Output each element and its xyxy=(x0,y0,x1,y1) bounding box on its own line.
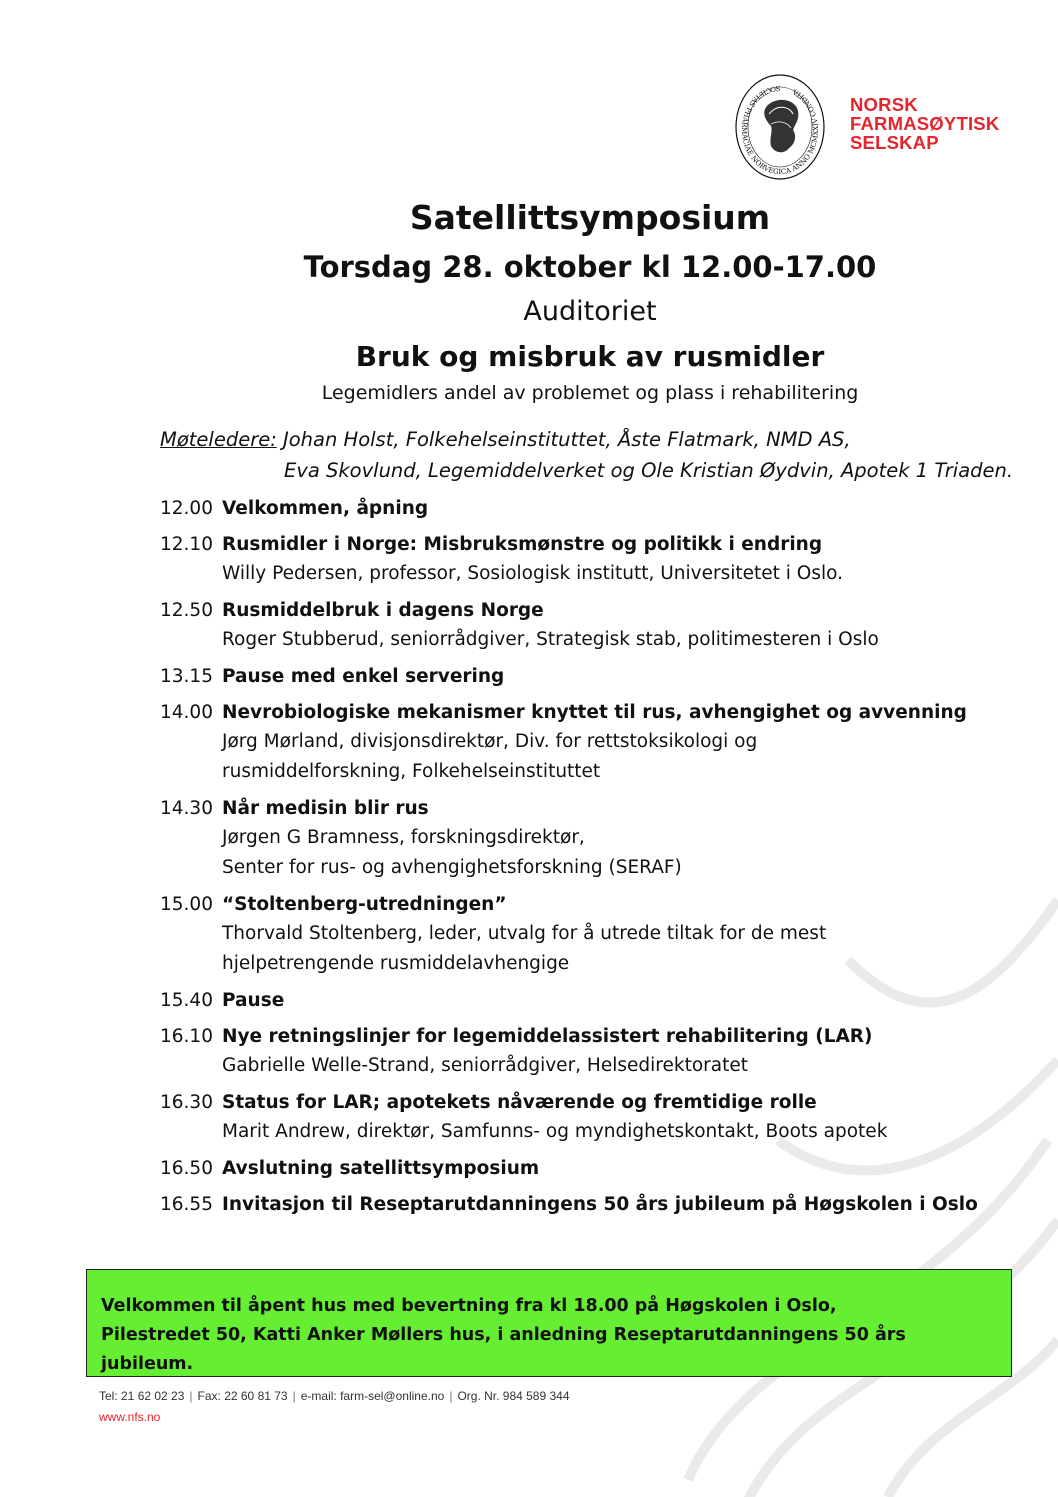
program-item-speaker: hjelpetrengende rusmiddelavhengige xyxy=(222,953,570,974)
program-item-content xyxy=(222,1022,1040,1081)
footer-org-nr: Org. Nr. 984 589 344 xyxy=(457,1389,570,1403)
program-item-content xyxy=(222,794,1040,883)
program-item xyxy=(160,794,1040,883)
program-item xyxy=(160,530,1040,589)
invitation-line-1: Velkommen til åpent hus med bevertning fra kl 18.00 på Høgskolen i Oslo, xyxy=(101,1296,837,1316)
program-item-time: 12.10 xyxy=(160,534,213,555)
program-item-content xyxy=(222,530,1040,589)
program-item-speaker: Jørgen G Bramness, forskningsdirektør, xyxy=(222,827,585,848)
program-item-time: 12.00 xyxy=(160,498,213,519)
program-item-title: Status for LAR; apotekets nåværende og fremtidige rolle xyxy=(222,1092,817,1113)
program-item-content xyxy=(222,698,1040,787)
program-item xyxy=(160,596,1040,655)
program-item xyxy=(160,1088,1040,1147)
program-item-speaker: Marit Andrew, direktør, Samfunns- og myndighetskontakt, Boots apotek xyxy=(222,1121,888,1142)
chairs-section xyxy=(160,424,1040,486)
program-item-title: Invitasjon til Reseptarutdanningens 50 års jubileum på Høgskolen i Oslo xyxy=(222,1194,978,1215)
event-subtheme: Legemidlers andel av problemet og plass i rehabilitering xyxy=(321,382,859,404)
footer-separator: | xyxy=(449,1389,453,1403)
program-item-title: Pause xyxy=(222,990,285,1011)
program-item-time: 16.55 xyxy=(160,1194,213,1215)
program-list xyxy=(160,494,1040,1226)
program-item-content xyxy=(222,596,1040,655)
program-item-time: 16.10 xyxy=(160,1026,213,1047)
program-item-content xyxy=(222,662,1040,691)
program-item-speaker: Willy Pedersen, professor, Sosiologisk institutt, Universitetet i Oslo. xyxy=(222,563,844,584)
chairs-line-2: Eva Skovlund, Legemiddelverket og Ole Kristian Øydvin, Apotek 1 Triaden. xyxy=(284,459,1014,482)
program-item-content xyxy=(222,494,1040,523)
program-item-title: Nevrobiologiske mekanismer knyttet til rus, avhengighet og avvenning xyxy=(222,702,967,723)
program-item-time: 12.50 xyxy=(160,600,213,621)
invitation-line-3: jubileum. xyxy=(101,1354,194,1374)
program-item-speaker: Jørg Mørland, divisjonsdirektør, Div. for rettstoksikologi og xyxy=(222,731,758,752)
program-item-title: Avslutning satellittsymposium xyxy=(222,1158,540,1179)
program-item-title: Velkommen, åpning xyxy=(222,498,429,519)
program-item-speaker: Thorvald Stoltenberg, leder, utvalg for å utrede tiltak for de mest xyxy=(222,923,827,944)
program-item-content xyxy=(222,1088,1040,1147)
program-item xyxy=(160,662,1040,691)
program-item xyxy=(160,494,1040,523)
program-item-speaker: Senter for rus- og avhengighetsforskning (SERAF) xyxy=(222,857,682,878)
org-name xyxy=(850,95,1055,152)
chairs-names-1: Johan Holst, Folkehelseinstituttet, Åste Flatmark, NMD AS, xyxy=(276,428,851,451)
program-item-speaker: rusmiddelforskning, Folkehelseinstituttet xyxy=(222,761,601,782)
program-item-title: Nye retningslinjer for legemiddelassistert rehabilitering (LAR) xyxy=(222,1026,873,1047)
org-name-line-2: FARMASØYTISK xyxy=(850,113,1000,134)
program-item xyxy=(160,890,1040,979)
event-title: Satellittsymposium xyxy=(409,198,771,237)
program-item-time: 16.30 xyxy=(160,1092,213,1113)
program-item-content xyxy=(222,890,1040,979)
program-item-title: Rusmidler i Norge: Misbruksmønstre og politikk i endring xyxy=(222,534,823,555)
program-item-title: Pause med enkel servering xyxy=(222,666,505,687)
seal-emblem xyxy=(735,74,825,180)
footer-fax: Fax: 22 60 81 73 xyxy=(197,1389,288,1403)
program-item-time: 14.00 xyxy=(160,702,213,723)
program-item-time: 14.30 xyxy=(160,798,213,819)
footer-email[interactable]: e-mail: farm-sel@online.no xyxy=(300,1389,445,1403)
program-item-time: 15.40 xyxy=(160,990,213,1011)
org-name-line-1: NORSK xyxy=(850,94,918,115)
program-item xyxy=(160,986,1040,1015)
program-item-time: 15.00 xyxy=(160,894,213,915)
program-item xyxy=(160,1022,1040,1081)
footer-separator: | xyxy=(189,1389,193,1403)
footer-website-link[interactable]: www.nfs.no xyxy=(99,1410,161,1424)
chairs-label: Møteledere: xyxy=(160,428,277,451)
program-item-title: “Stoltenberg-utredningen” xyxy=(222,894,507,915)
program-item xyxy=(160,1190,1040,1219)
program-item xyxy=(160,1154,1040,1183)
invitation-line-2: Pilestredet 50, Katti Anker Møllers hus, i anledning Reseptarutdanningens 50 års xyxy=(101,1325,906,1345)
program-item xyxy=(160,698,1040,787)
event-venue: Auditoriet xyxy=(523,296,657,327)
invitation-box xyxy=(86,1269,1012,1377)
org-name-line-3: SELSKAP xyxy=(850,132,939,153)
footer-contact xyxy=(99,1389,570,1403)
program-item-content xyxy=(222,1190,1040,1219)
org-logo xyxy=(735,74,825,184)
program-item-title: Når medisin blir rus xyxy=(222,798,429,819)
program-item-title: Rusmiddelbruk i dagens Norge xyxy=(222,600,544,621)
seal-text: SOCIETAS PHARMACIAE NORVEGICA ANNO MCMXXIV CONDITA xyxy=(740,83,821,177)
chairs-line-1 xyxy=(160,424,1040,455)
footer-tel: Tel: 21 62 02 23 xyxy=(99,1389,185,1403)
program-item-time: 13.15 xyxy=(160,666,213,687)
program-item-content xyxy=(222,1154,1040,1183)
event-theme: Bruk og misbruk av rusmidler xyxy=(355,340,825,373)
program-item-content xyxy=(222,986,1040,1015)
event-date-time: Torsdag 28. oktober kl 12.00-17.00 xyxy=(303,250,877,284)
program-item-speaker: Gabrielle Welle-Strand, seniorrådgiver, Helsedirektoratet xyxy=(222,1055,748,1076)
program-item-speaker: Roger Stubberud, seniorrådgiver, Strategisk stab, politimesteren i Oslo xyxy=(222,629,879,650)
program-item-time: 16.50 xyxy=(160,1158,213,1179)
footer-separator: | xyxy=(292,1389,296,1403)
